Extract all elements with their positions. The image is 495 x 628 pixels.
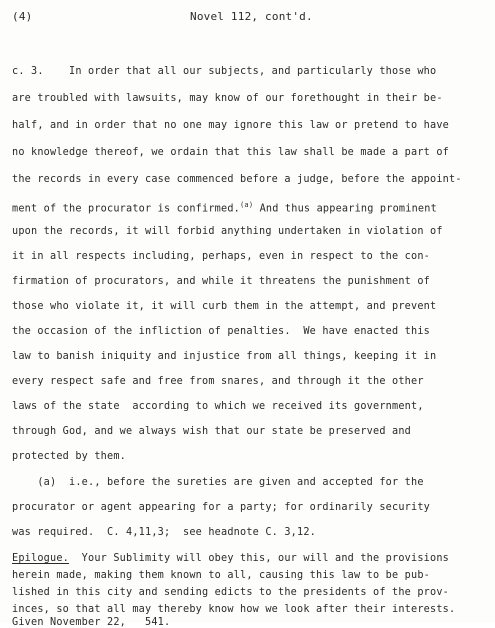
text-segment: ment of the procurator is confirmed. — [12, 203, 241, 215]
text-line: it in all respects including, perhaps, even in respect to the con- — [12, 251, 431, 262]
footnote-line: (a) i.e., before the sureties are given and accepted for the — [12, 477, 424, 488]
epilogue-heading: Epilogue. — [12, 553, 70, 564]
page-title: Novel 112, cont'd. — [190, 10, 313, 23]
text-line: are troubled with lawsuits, may know of our forethought in their be- — [12, 93, 443, 104]
text-line: through God, and we always wish that our state be preserved and — [12, 426, 412, 437]
text-line: firmation of procurators, and while it threatens the punishment of — [12, 276, 431, 287]
date-line: Given November 22, 541. — [12, 617, 171, 628]
text-line: law to banish iniquity and injustice from all things, keeping it in — [12, 351, 437, 362]
text-line: every respect safe and free from snares, and through it the other — [12, 376, 424, 387]
footnote-line: was required. C. 4,11,3; see headnote C. 3,12. — [12, 527, 317, 538]
epilogue-first-line — [12, 553, 449, 564]
text-line-with-footnote-ref — [12, 201, 437, 214]
text-line: c. 3. In order that all our subjects, and particularly those who — [12, 66, 437, 77]
footnote-reference: (a) — [240, 201, 254, 209]
text-line: those who violate it, it will curb them in the attempt, and prevent — [12, 301, 437, 312]
page-number: (4) — [12, 10, 33, 23]
text-line: the records in every case commenced before a judge, before the appoint- — [12, 174, 462, 185]
text-line: lished in this city and sending edicts to the presidents of the prov- — [12, 587, 450, 598]
text-line: half, and in order that no one may ignore this law or pretend to have — [12, 120, 450, 131]
text-line: protected by them. — [12, 451, 127, 462]
text-segment: And thus appearing prominent — [253, 203, 437, 215]
text-line: herein made, making them known to all, causing this law to be pub- — [12, 570, 431, 581]
text-line: upon the records, it will forbid anything undertaken in violation of — [12, 226, 443, 237]
footnote-line: procurator or agent appearing for a party; for ordinarily security — [12, 502, 431, 513]
text-line: the occasion of the infliction of penalties. We have enacted this — [12, 326, 431, 337]
text-line: no knowledge thereof, we ordain that this law shall be made a part of — [12, 147, 450, 158]
text-segment: Your Sublimity will obey this, our will and the provisions — [69, 553, 450, 564]
text-line: laws of the state according to which we received its government, — [12, 401, 424, 412]
text-line: inces, so that all may thereby know how we look after their interests. — [12, 604, 456, 615]
